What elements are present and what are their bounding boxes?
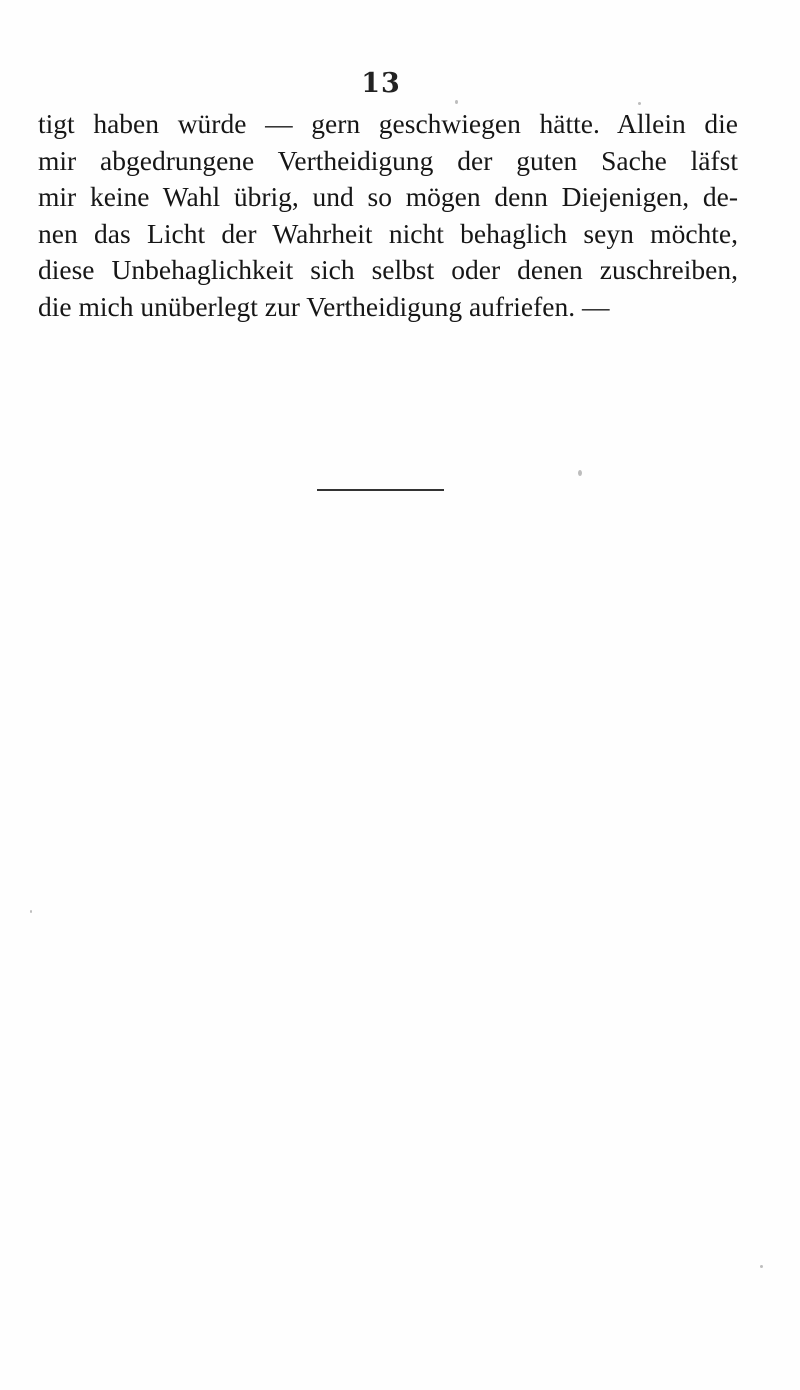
- text-line: diese Unbehaglichkeit sich selbst oder denen zuschreiben,: [38, 254, 738, 286]
- section-divider: [317, 489, 444, 491]
- paragraph: [38, 106, 738, 326]
- text-line: die mich unüberlegt zur Vertheidigung aufriefen. —: [38, 290, 610, 322]
- scan-speck: [455, 100, 458, 104]
- scan-speck: [638, 102, 641, 105]
- text-line: nen das Licht der Wahrheit nicht behaglich seyn möchte,: [38, 217, 738, 249]
- text-line: tigt haben würde — gern geschwiegen hätte. Allein die: [38, 108, 738, 139]
- text-line: mir abgedrungene Vertheidigung der guten Sache läfst: [38, 144, 738, 176]
- text-line: mir keine Wahl übrig, und so mögen denn Diejenigen, de-: [38, 181, 738, 213]
- page-number: 13: [361, 68, 401, 99]
- scan-speck: [578, 470, 582, 476]
- scan-speck: [760, 1265, 763, 1268]
- scan-speck: [30, 910, 32, 913]
